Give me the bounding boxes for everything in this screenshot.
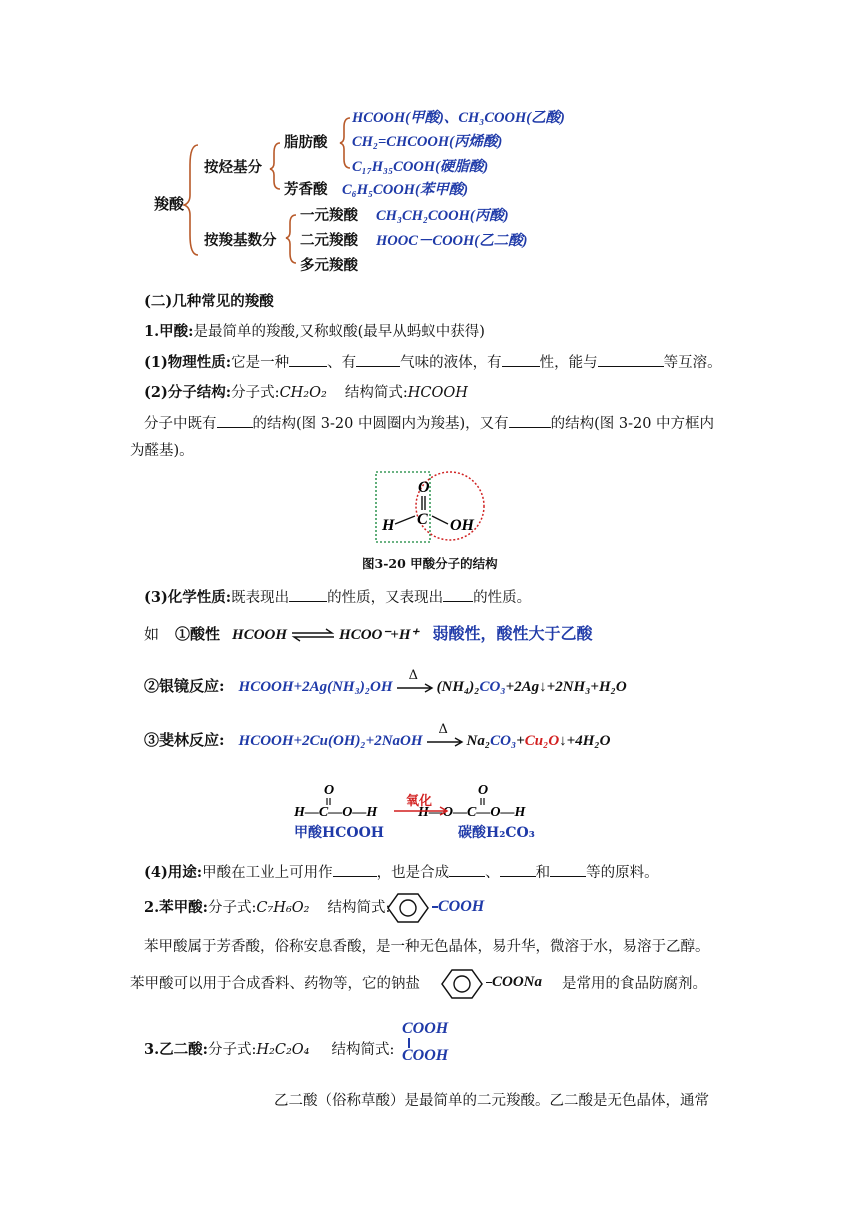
salt-group <box>486 974 542 991</box>
struct-text-b: 结构简式: <box>344 385 408 401</box>
svg-text:H: H <box>382 517 395 534</box>
silver-label: ②银镜反应: <box>144 677 225 695</box>
formic-name: 甲酸HCOOH <box>294 825 384 841</box>
phys-text-e: 等互溶。 <box>663 355 722 371</box>
aliphatic-item-2: CH₂=CHCOOH(丙烯酸) <box>352 134 503 150</box>
fehling-right-b: CO₃ <box>490 733 517 749</box>
carbonic-name: 碳酸H₂CO₃ <box>458 825 535 841</box>
silver-left: HCOOH+2Ag(NH₃)₂OH <box>238 679 393 695</box>
struct-desc-a: 分子中既有 <box>144 416 217 432</box>
fehling-right-e: ↓+4H₂O <box>559 733 611 749</box>
delta-label: Δ <box>408 668 418 683</box>
oxalic-struct-label: 结构简式: <box>331 1042 395 1058</box>
blank[interactable] <box>500 862 536 877</box>
struct-desc-c: 的结构(图 3-20 中方框内 <box>550 416 715 432</box>
poly-label: 多元羧酸 <box>300 257 358 274</box>
struct-label: (2)分子结构: <box>144 384 232 401</box>
phys-text-d: 性，能与 <box>539 355 598 371</box>
fehling-right-a: Na₂ <box>466 733 491 749</box>
formic-heading: 1.甲酸: <box>144 323 194 340</box>
aromatic-label: 芳香酸 <box>284 181 328 198</box>
mono-label: 一元羧酸 <box>300 207 358 224</box>
section-title: (二)几种常见的羧酸 <box>144 293 274 310</box>
struct-simple: HCOOH <box>407 385 468 401</box>
formic-heading-line <box>144 322 485 342</box>
benzoic-desc-2b: 是常用的食品防腐剂。 <box>562 976 707 992</box>
blank[interactable] <box>289 587 327 602</box>
svg-text:OH: OH <box>450 517 474 534</box>
oxalic-bottom: COOH <box>402 1047 449 1064</box>
oxalic-heading: 3.乙二酸: <box>144 1041 208 1058</box>
svg-text:O: O <box>418 479 430 496</box>
use-line <box>144 862 659 883</box>
phys-line <box>144 352 722 373</box>
di-item: HOOC－COOH(乙二酸) <box>376 233 528 249</box>
benzene-ring-icon <box>438 968 488 1000</box>
acid-prefix: 如 <box>144 625 160 643</box>
aliphatic-label: 脂肪酸 <box>284 134 328 151</box>
acid-eq-left: HCOOH <box>232 627 288 643</box>
delta-label: Δ <box>438 722 448 737</box>
struct-text-a: 分子式: <box>231 385 280 401</box>
struct-formula: CH₂O₂ <box>279 385 327 401</box>
silver-right-b: CO₃ <box>479 679 506 695</box>
by-carboxyl-label: 按羧基数分 <box>204 232 277 249</box>
struct-line <box>144 383 468 403</box>
svg-text:O: O <box>478 783 489 798</box>
acid-label: ①酸性 <box>175 625 221 643</box>
chem-line <box>144 587 531 608</box>
fehling-left: HCOOH+2Cu(OH)₂+2NaOH <box>238 733 423 749</box>
blank[interactable] <box>598 352 664 367</box>
use-text-a: 甲酸在工业上可用作 <box>202 865 333 881</box>
benzoic-desc-2a: 苯甲酸可以用于合成香料、药物等，它的钠盐 <box>130 976 420 992</box>
oxalic-formula: H₂C₂O₄ <box>256 1042 310 1058</box>
aliphatic-item-1: HCOOH(甲酸)、CH₃COOH(乙酸) <box>352 110 565 126</box>
mono-item: CH₃CH₂COOH(丙酸) <box>376 208 509 224</box>
fehling-label: ③斐林反应: <box>144 731 225 749</box>
phys-text-c: 气味的液体，有 <box>400 355 502 371</box>
phys-label: (1)物理性质: <box>144 354 232 371</box>
chem-text-b: 的性质，又表现出 <box>327 590 444 606</box>
chem-text-a: 既表现出 <box>231 590 290 606</box>
equilibrium-arrow-icon <box>290 628 336 642</box>
blank[interactable] <box>289 352 327 367</box>
chem-text-c: 的性质。 <box>473 590 532 606</box>
phys-text-a: 它是一种 <box>231 355 290 371</box>
struct-desc-b: 的结构(图 3-20 中圆圈内为羧基)，又有 <box>252 416 509 432</box>
oxalic-line <box>144 1040 394 1060</box>
heat-arrow <box>395 668 435 694</box>
formic-structure-figure <box>360 468 510 550</box>
benzene-ring-icon <box>384 892 434 924</box>
benzoic-group-text: COOH <box>438 898 485 915</box>
use-text-c: 、 <box>485 865 500 881</box>
root-label: 羧酸 <box>154 195 185 213</box>
oxalic-formula-label: 分子式: <box>208 1042 257 1058</box>
di-label: 二元羧酸 <box>300 232 358 249</box>
svg-text:H—O—C—O—H: H—O—C—O—H <box>418 805 526 820</box>
figure-caption: 图3-20 甲酸分子的结构 <box>362 556 498 571</box>
silver-right-c: +2Ag↓+2NH₃+H₂O <box>505 679 627 695</box>
by-hydrocarbon-label: 按烃基分 <box>204 159 262 176</box>
benzoic-heading: 2.苯甲酸: <box>144 899 208 916</box>
blank[interactable] <box>443 587 473 602</box>
heat-arrow <box>425 722 465 748</box>
blank[interactable] <box>333 862 377 877</box>
silver-eq <box>144 668 627 697</box>
oxalic-top: COOH <box>402 1020 449 1037</box>
acid-eq-right: HCOO⁻+H⁺ <box>339 627 419 643</box>
blank[interactable] <box>449 862 485 877</box>
benzoic-group <box>432 898 484 916</box>
svg-text:H—C—O—H: H—C—O—H <box>294 805 378 820</box>
fehling-right-d: Cu₂O <box>524 733 560 749</box>
use-label: (4)用途: <box>144 864 203 881</box>
blank[interactable] <box>502 352 540 367</box>
blank[interactable] <box>356 352 400 367</box>
struct-desc-1 <box>144 413 714 434</box>
benzoic-desc-1: 苯甲酸属于芳香酸，俗称安息香酸，是一种无色晶体，易升华，微溶于水，易溶于乙醇。 <box>144 939 710 955</box>
use-text-d: 和 <box>535 865 551 881</box>
acid-note: 弱酸性，酸性大于乙酸 <box>432 624 593 643</box>
benzoic-formula-label: 分子式: <box>208 900 257 916</box>
blank[interactable] <box>217 413 253 428</box>
aromatic-item: C₆H₅COOH(苯甲酸) <box>342 182 469 198</box>
aliphatic-item-3: C₁₇H₃₅COOH(硬脂酸) <box>352 159 489 175</box>
chem-label: (3)化学性质: <box>144 589 232 606</box>
silver-right-a: (NH₄)₂ <box>436 679 480 695</box>
salt-group-text: COONa <box>492 974 543 990</box>
svg-text:C: C <box>417 511 428 528</box>
use-text-b: ，也是合成 <box>376 865 450 881</box>
fehling-eq <box>144 722 611 751</box>
struct-desc-2: 为醛基)。 <box>130 443 194 459</box>
oxalic-desc: 乙二酸（俗称草酸）是最简单的二元羧酸。乙二酸是无色晶体，通常 <box>274 1093 709 1109</box>
formic-intro: 是最简单的羧酸,又称蚁酸(最早从蚂蚁中获得) <box>193 324 485 340</box>
use-text-e: 等的原料。 <box>586 865 659 881</box>
fehling-right-c: + <box>516 733 525 749</box>
blank[interactable] <box>550 862 586 877</box>
benzoic-line <box>144 898 390 918</box>
acid-eq <box>144 624 592 645</box>
benzoic-struct-label: 结构简式: <box>327 900 391 916</box>
svg-text:O: O <box>324 783 335 798</box>
phys-text-b: 、有 <box>327 355 357 371</box>
blank[interactable] <box>509 413 551 428</box>
oxidation-label: 氧化 <box>406 794 433 809</box>
benzoic-formula: C₇H₆O₂ <box>256 900 310 916</box>
